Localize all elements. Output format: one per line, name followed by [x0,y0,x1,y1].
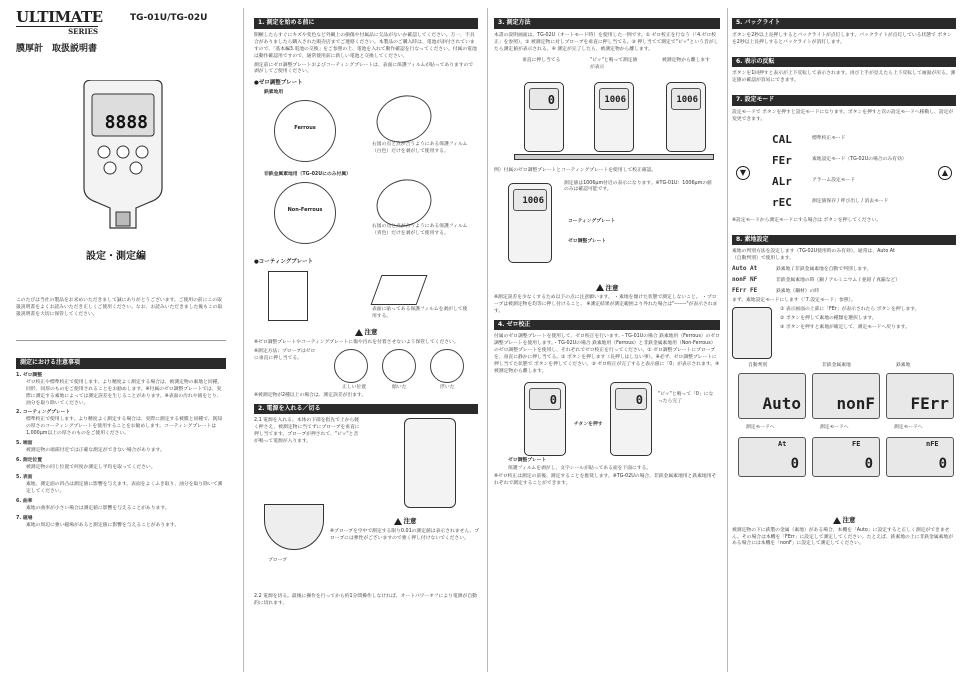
warning-icon [833,517,841,524]
caution-text: ※測定誤差を少なくするため以下の点に注意願います。 ・素地を傾けた状態で測定しないこと。 ・プローブは被測定物を均等に押し付けること。 ※測定結果が測定範囲より外れた場合は"-------"が表示されます。 [494,294,718,314]
section-text: 測定前にゼロ調整プレートおよびコーティングプレートは、表面に保護フィルムが貼ってありますので剥がしてご使用ください。 [254,62,474,75]
iron-label: 鉄素地用 [264,90,284,96]
mode-list [772,130,932,214]
device-lcd: 0 [529,388,561,410]
step-text: まず、素地設定モードにします（「7.設定モード」参照）。 [732,298,856,304]
nonfe-note: 右図の点と点が合うようにある保護フィルム（青色）だけを剥がして使用する。 [372,224,468,237]
mode-code: FEr [772,154,792,168]
note-label: 2. コーティングプレート [16,410,71,416]
probe-label: プローブ [268,558,287,564]
lcd-display: 0 [738,437,806,477]
iron-plate-text: Ferrous [294,125,316,132]
floating-illustration [430,349,464,383]
coating-note: 表面に貼ってある保護フィルムを剥がして使用する。 [372,307,468,320]
note-label: 7. 磁場 [16,515,33,521]
done-label: "ピッ"と鳴って「0」になったら完了 [658,392,714,405]
option-list [732,265,956,296]
cover-title: 設定・測定編 [86,251,146,262]
note-item [16,441,226,455]
coating-label: コーティングプレート [568,218,616,224]
correct-label: 正しい位置 [342,384,366,390]
probe-illustration [264,504,324,550]
model-number: TG-01U/TG-02U [130,13,208,23]
tilted-label: 傾いた [392,384,407,390]
lcd-caption: 自動判別 [748,363,768,369]
iron-note: 右図の点と点が合うようにある保護フィルム（白色）だけを剥がして使用する。 [372,142,468,155]
lcd-display: 0 [886,437,954,477]
lcd-caption: 鉄素地 [896,363,911,369]
column-4 [730,0,960,679]
note-text: 標準校正で使用します。より精度よく測定する場合は、実際に測定する被膜と同種で、既知の厚さのコーティングプレートを使用することをお勧めします。コーティングプレートは1,000μm以上の厚さのものをご使用ください。 [26,417,223,437]
section-title: 5. バックライト [732,18,956,29]
section-text: 2.1 電源を入れる。本体の下部を指先で上から軽く押さえ、被測定物に当てずにプローブを垂直に押し当てます。プローブが押されて、"ピッ"と音が鳴って電源が入ります。 [254,418,360,445]
caution-text: ※被測定物が2種以上の場合は、測定誤差が出ます。 [254,392,367,398]
device-lcd: 1006 [671,88,701,110]
correct-illustration [334,349,368,383]
mode-label: 標準校正モード [812,135,846,141]
caution-text: 被測定物の下に鉄製の金属（素地）がある場合、本機を「Auto」に設定すると正しく測定ができません。その場合は本機を「FErr」に設定して測定してください。たとえば、鉄素地の上に非鉄金属素地がある場合には本機を「nonF」に設定して測定してください。 [732,527,954,547]
intro-text: このたびは当社の製品をお求めいただきまして誠にありがとうございます。ご使用の前にこの取扱説明書をよくお読みいただき正しくご使用ください。なお、お読みいただきました後もこの取扱説明書を大切に保管してください。 [16,298,223,317]
device-illustration [524,82,564,152]
note-text: ゼロ校正や標準校正で使用します。より精度よく測定する場合は、被測定物の素地と同種、同形、同厚のものをご使用されることをお勧めします。※付属のゼロ調整プレートでは、実際に測定する素地によっては測定誤差を生じることがあります。※表面の汚れや錆をとり、油分を取り除いてください。 [26,379,223,406]
device-lcd: 0 [529,88,559,110]
step-label: 垂直に押し当てる [522,57,561,63]
notes-section [16,354,226,533]
mode-code: CAL [772,133,792,147]
plate-label: ゼロ調整プレート [508,458,547,464]
back-label: 測定モードへ [746,425,775,431]
option-item [732,265,956,274]
note-label: 6. 測定位置 [16,458,43,464]
option-text: 鉄素地（鋼材）の時 [776,289,820,295]
caution-heading: 注意 [494,284,720,293]
note-item [16,516,226,530]
back-label: 測定モードへ [894,425,923,431]
option-code: FErr FE [732,287,758,295]
lcd-caption: 非鉄金属素地 [822,363,851,369]
device-lcd: 1006 [599,88,629,110]
option-text: 非鉄金属素地の時（銅 / アルミニウム / 亜鉛 / 真鍮など） [776,278,901,284]
coating-film [371,275,428,305]
logo: ULTIMATE [16,8,103,26]
doc-title: 膜厚計 取扱説明書 [16,44,98,55]
lcd-display: nonF [812,373,880,419]
tilted-illustration [382,349,416,383]
zero-label: ゼロ調整プレート [568,238,607,244]
section-text: 素地の判別方法を設定します（TG-02U使用時のみ有効）。通常は、Auto At（自動判別）で使用します。 [732,249,895,262]
lcd-sub-code: nFE [926,440,939,449]
note-text: 素地の周辺に強い磁場があると測定値に影響を与えることがあります。 [26,522,180,528]
coating-heading: ●コーティングプレート [254,259,314,266]
device-illustration [666,82,706,152]
mode-label: 測定値保存 / 呼び出し / 消去モード [812,198,889,204]
divider [16,340,226,341]
caution-heading: 注意 [254,328,478,337]
lcd-display: 0 [812,437,880,477]
note-text: 素地の曲率が小さい場合は測定値に影響を与えることがあります。 [26,505,170,511]
example-note: 測定値は1006μm付近の表示になります。※TG-01U：1006μmの値のみは確認可能です。 [564,180,712,193]
mode-label: アラーム設定モード [812,177,855,183]
option-code: Auto At [732,265,758,273]
note-text: 被測定物の同じ位置で何度か測定し平均を取ってください。 [26,465,156,471]
section-title: 1. 測定を始める前に [254,18,478,29]
footnote: ※設定モードから測定モードにする場合は ボタンを押してください。 [732,217,882,223]
option-code: nonF NF [732,276,758,284]
back-label: 測定モードへ [820,425,849,431]
device-illustration [610,382,652,456]
nonfe-label: 非鉄金属素地用（TG-02Uにのみ付属） [264,172,351,178]
option-item [732,287,956,296]
mode-item [772,151,932,172]
section-title: 6. 表示の反転 [732,57,956,68]
section-text: ボタンを2秒以上長押しするとバックライトが点灯します。バックライトが点灯している状態で ボタンを2秒以上長押しするとバックライトが消灯します。 [732,32,952,45]
note-label: 5. 端面 [16,441,33,447]
step-label: 被測定物から離します [662,57,710,63]
device-illustration [508,183,552,263]
footnote: ※ゼロ校正は測定の前後、測定することを推奨します。※TG-02Uの場合、非鉄金属素地用と鉄素地用それぞれで測定することができます。 [494,474,717,487]
device-illustration [78,80,168,230]
note-label: 6. 曲率 [16,498,33,504]
section-title: 3. 測定方法 [494,18,720,29]
caution-text: ※ゼロ調整プレートやコーティングプレートに傷や汚れを付着させないよう保管してください。 [254,339,459,345]
floating-label: 浮いた [440,384,455,390]
caution-heading: 注意 [330,517,480,526]
divider [727,8,728,672]
section-text: 設定モードで ボタンを押すと設定モードになります。ボタンを押すと次の設定モードへ移動し、設定が変更できます。 [732,109,954,122]
down-arrow-icon: ▼ [736,166,750,180]
note-label: 1. ゼロ調整 [16,372,43,378]
section-text: 本書の説明画面は、TG-02U（オートモード時）を使用した一例です。① ゼロ校正を行なう（「4.ゼロ校正」を参照）。② 被測定物に対しプローブを垂直に押し当てる。③ 押し当てて測定で"ピッ"という音がしたら測定値が表示される。④ 測定が完了したら、被測定物から離します。 [494,32,719,52]
divider [487,8,488,672]
step-text: ③ ボタンを押すと素地が確定して、測定モードへ戻ります。 [780,325,910,331]
note-text: 被測定物の端部付近では正確な測定ができない場合があります。 [26,448,165,454]
caution-heading: 注意 [732,516,956,525]
zero-plate-heading: ●ゼロ調整プレート [254,80,303,87]
warning-icon [596,284,604,291]
note-item [16,373,226,408]
caution-text: ※測定方法：プローブはゼロに垂直に押し当てる。 [254,348,316,361]
note-item [16,458,226,472]
step-text: ① 表示画面の上部に「FEr」が表示されたら ボタンを押します。 [780,307,920,313]
test-object [514,154,714,160]
note-label: 5. 表面 [16,475,33,481]
step-label: "ピッ"と鳴って測定値が表示 [590,57,638,70]
section-text: 開梱したらすぐにキズや変色など外観上の損傷や付属品に欠品がないか確認してください。万一、不具合がありましたら購入された販売店までご連絡ください。本製品のご購入時は、電池が添付されていますので、「基本編3.電池の交換」をご参照の上、電池を入れて動作確認を行なってください。付属の電池は動作確認用ですので、通常使用前に新しい電池と交換してください。 [254,32,477,59]
mode-label: 素地設定モード（TG-02Uの場合のみ有効） [812,156,907,162]
mode-diagram [732,126,956,218]
column-3 [490,0,726,679]
lcd-sub-code: FE [852,440,861,449]
option-text: 鉄素地 / 非鉄金属素地を自動で判別します。 [776,267,872,273]
section-text: 2.2 電源を切る。最後に操作を行ってから約1分間操作しなければ、オートパワーオフにより電源が自動的に切れます。 [254,594,477,607]
coating-plate [268,271,308,321]
mode-item [772,172,932,193]
section-title: 測定における注意事項 [16,358,226,369]
section-title: 7. 設定モード [732,95,956,106]
lcd-display: Auto [738,373,806,419]
plate-note: 保護フィルムを剥がし、文字シールが貼ってある面を下面にする。 [508,466,652,472]
example-text: 例）付属のゼロ調整プレートとコーティングプレートを使用して校正確認。 [494,167,657,173]
note-item [16,499,226,513]
section-title: 2. 電源を入れる／切る [254,404,478,415]
nonfe-plate-text: Non-Ferrous [287,207,323,214]
nonfe-plate [274,182,336,244]
notes-list [16,373,226,530]
device-lcd: 1006 [513,189,547,211]
column-2 [248,0,484,679]
device-lcd: 0 [615,388,647,410]
lcd-display: FErr [886,373,954,419]
device-illustration [594,82,634,152]
device-illustration [524,382,566,456]
note-text: 素地、測定面の凹凸は測定値に影響を与えます。表面をよくふき取り、油分を取り除いて測定してください。 [26,482,223,494]
logo-sub: SERIES [16,26,98,37]
press-label: チタンを押す [574,422,603,428]
divider [243,8,244,672]
section-text: ボタンを1回押すと表示が上下反転して表示されます。再び上手が見えたら上下反転して画面が戻る。測定値の確認が容易にできます。 [732,71,956,84]
lcd-row [732,363,956,513]
up-arrow-icon: ▲ [938,166,952,180]
lcd-sub-code: At [778,440,787,449]
note-item [16,475,226,496]
device-lcd: 8888 [104,112,148,133]
mode-item [772,193,932,214]
caution-text: ※プローブを空中で測定する限り0.01の測定値は表示されません。プローブには弾性がございますので強く押し付けないでください。 [330,528,480,541]
note-item [16,410,226,438]
section-text: 付属のゼロ調整プレートを使用して、ゼロ校正を行います。・TG-01Uの場合 鉄素地用（Ferrous）のゼロ調整プレートを使用します。・TG-02Uの場合 鉄素地用（Ferrous）と非鉄金属素地用（Non-Ferrous）のゼロ調整プレートを使用し、それぞれでゼロ校正を行ってください。① ゼロ調整プレートにプローブを、垂直に静かに押し当てる。② ボタンを押します（長押しはしない事）。※必ず、ゼロ調整プレートに押し当てた状態で ボタンを押してください。③ ゼロ校正が完了すると表示値に「0」が表示されます。④ 被測定物から離します。 [494,334,721,375]
warning-icon [394,518,402,525]
mode-code: rEC [772,196,792,210]
step-text: ② ボタンを押して素地の種類を選択します。 [780,316,877,322]
lcd-illustration [732,307,772,359]
section-title: 8. 素地設定 [732,235,956,246]
section-title: 4. ゼロ校正 [494,320,720,331]
mode-item [772,130,932,151]
device-illustration [404,418,456,508]
mode-code: ALr [772,175,792,189]
option-item [732,276,956,285]
iron-plate [274,100,336,162]
warning-icon [355,329,363,336]
